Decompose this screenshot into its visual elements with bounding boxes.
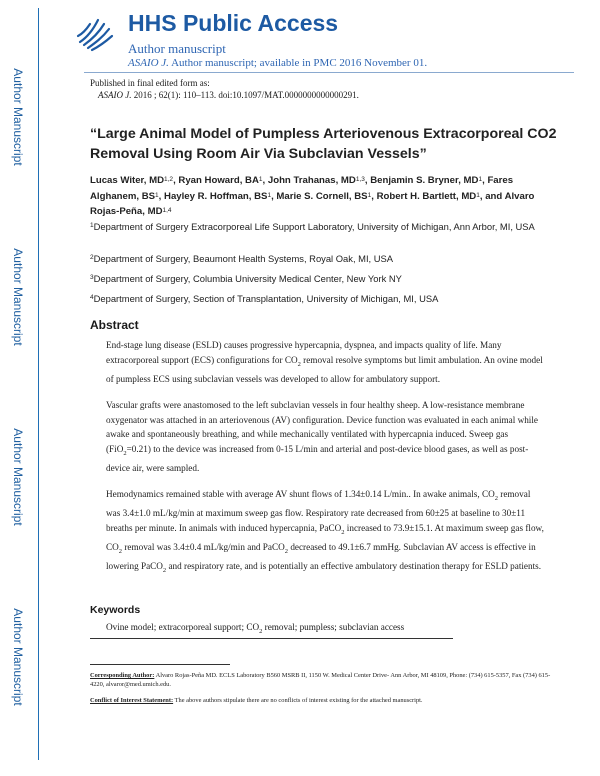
publication-info: [90, 77, 359, 101]
abstract-paragraph-3: Hemodynamics remained stable with average AV shunt flows of 1.34±0.14 L/min.. In awake animals, $CO_2$ removal was 3.4±1.0 mL/kg/min at maximum sweep gas flow. Respiratory rate decreased from 60±25 at baseline to 30±11 breaths per minute. In animals with induced hypercapnia, PaCO$_2$ increased to 73.9±15.1. At maximum sweep gas flow, $CO_2$ removal was 3.4±0.4 mL/kg/min and PaCO$_2$ decreased to 49.1±6.7 mmHg. Subclavian AV access is effective in lowering PaCO$_2$ and respiratory rate, and is potentially an effective ambulatory destination therapy for ESLD patients.: [106, 489, 544, 575]
sidebar-rule: [38, 8, 39, 760]
conflict-text: The above authors stipulate there are no conflicts of interest existing for the attached manuscript.: [173, 697, 423, 704]
sidebar-label-3: Author Manuscript: [11, 428, 25, 526]
conflict-footnote: [90, 696, 560, 705]
hhs-public-access-title: HHS Public Access: [128, 10, 339, 36]
keywords-heading: Keywords: [90, 604, 141, 616]
sidebar-label-4: Author Manuscript: [11, 608, 25, 706]
abstract-heading: Abstract: [90, 318, 139, 332]
author-list: Lucas Witer, MD$^{1,2}$, Ryan Howard, $BA^1$, John Trahanas, MD$^{1,3}$, Benjamin S. Bryner, $MD^1$, Fares Alghanem, $BS^1$, Hayley R. Hoffman, $BS^1$, Marie S. Cornell, $BS^1$, Robert H. Bartlett, $MD^1$, and Alvaro Rojas-Peña, MD$^{1,4}$: [90, 175, 535, 217]
author-name: Hayley R. Hoffman, $BS^1$: [164, 190, 272, 202]
author-manuscript-label: Author manuscript: [128, 41, 226, 56]
affiliation-2: $^2$Department of Surgery, Beaumont Health Systems, Royal Oak, MI, USA: [90, 253, 394, 264]
author-name: Robert H. Bartlett, $MD^1$: [376, 190, 480, 202]
header-divider: [84, 72, 574, 73]
author-name: John Trahanas, MD$^{1,3}$: [267, 175, 365, 186]
footnote-divider: [90, 664, 230, 665]
keywords-divider: [90, 638, 453, 639]
paper-title: “Large Animal Model of Pumpless Arteriovenous Extracorporeal CO2 Removal Using Room Air Via Subclavian Vessels”: [90, 126, 557, 162]
keywords-text: Ovine model; extracorporeal support; $CO_2$ removal; pumpless; subclavian access: [106, 622, 405, 635]
corresponding-text: Alvaro Rojas-Peña MD. ECLS Laboratory B560 MSRB II, 1150 W. Medical Center Drive- Ann Arbor, MI 48109, Phone: (734) 615-5357, Fax (734) 615-4220, alvaror@med.umich.edu.: [90, 672, 551, 688]
corresponding-label: Corresponding Author:: [90, 672, 155, 679]
author-name: Marie S. Cornell, $BS^1$: [276, 190, 372, 202]
published-in-label: Published in final edited form as:: [90, 78, 210, 88]
abstract-paragraph-1: End-stage lung disease (ESLD) causes progressive hypercapnia, dyspnea, and impacts quality of life. Many extracorporeal support (ECS) configurations for $CO_2$ removal resolve symptoms but limit ambulation. An ovine model of pumpless ECS using subclavian vessels was developed to allow for ambulatory support.: [106, 340, 543, 384]
citation-text: 2016 ; 62(1): 110–113. doi:10.1097/MAT.0000000000000291.: [131, 90, 359, 100]
hhs-eagle-logo-icon: [72, 12, 116, 56]
citation-journal: ASAIO J.: [98, 90, 132, 100]
affiliation-3: $^3$Department of Surgery, Columbia University Medical Center, New York NY: [90, 273, 402, 284]
sidebar-label-2: Author Manuscript: [11, 248, 25, 346]
affiliation-4: $^4$Department of Surgery, Section of Transplantation, University of Michigan, MI, USA: [90, 293, 439, 304]
sidebar-label-1: Author Manuscript: [11, 68, 25, 166]
author-name: Benjamin S. Bryner, $MD^1$: [370, 175, 483, 186]
availability-text: Author manuscript; available in PMC 2016 November 01.: [168, 57, 428, 69]
header-journal: ASAIO J.: [128, 57, 169, 69]
corresponding-author-footnote: [90, 671, 560, 689]
author-name: Fares Alghanem, $BS^1$: [90, 175, 514, 202]
abstract-paragraph-2: Vascular grafts were anastomosed to the left subclavian vessels in four healthy sheep. A low-resistance membrane oxygenator was attached in an arteriovenous (AV) configuration. Device function was evaluated in each animal while awake and spontaneously breathing, and while mechanically ventilated with hypercapnia induced. Sweep gas (FiO$_2$=0.21) to the device was increased from 0-15 L/min and arterial and post-device blood gases, as well as post-device air, were sampled.: [106, 400, 538, 473]
availability-line: [128, 57, 427, 69]
citation: [90, 89, 359, 101]
author-name: Lucas Witer, MD$^{1,2}$: [90, 175, 174, 186]
conflict-label: Conflict of Interest Statement:: [90, 697, 174, 704]
author-name: Ryan Howard, $BA^1$: [178, 175, 263, 186]
affiliation-1: $^1$Department of Surgery Extracorporeal Life Support Laboratory, University of Michigan, Ann Arbor, MI, USA: [90, 221, 535, 232]
author-name: Alvaro Rojas-Peña, MD$^{1,4}$: [90, 190, 535, 217]
